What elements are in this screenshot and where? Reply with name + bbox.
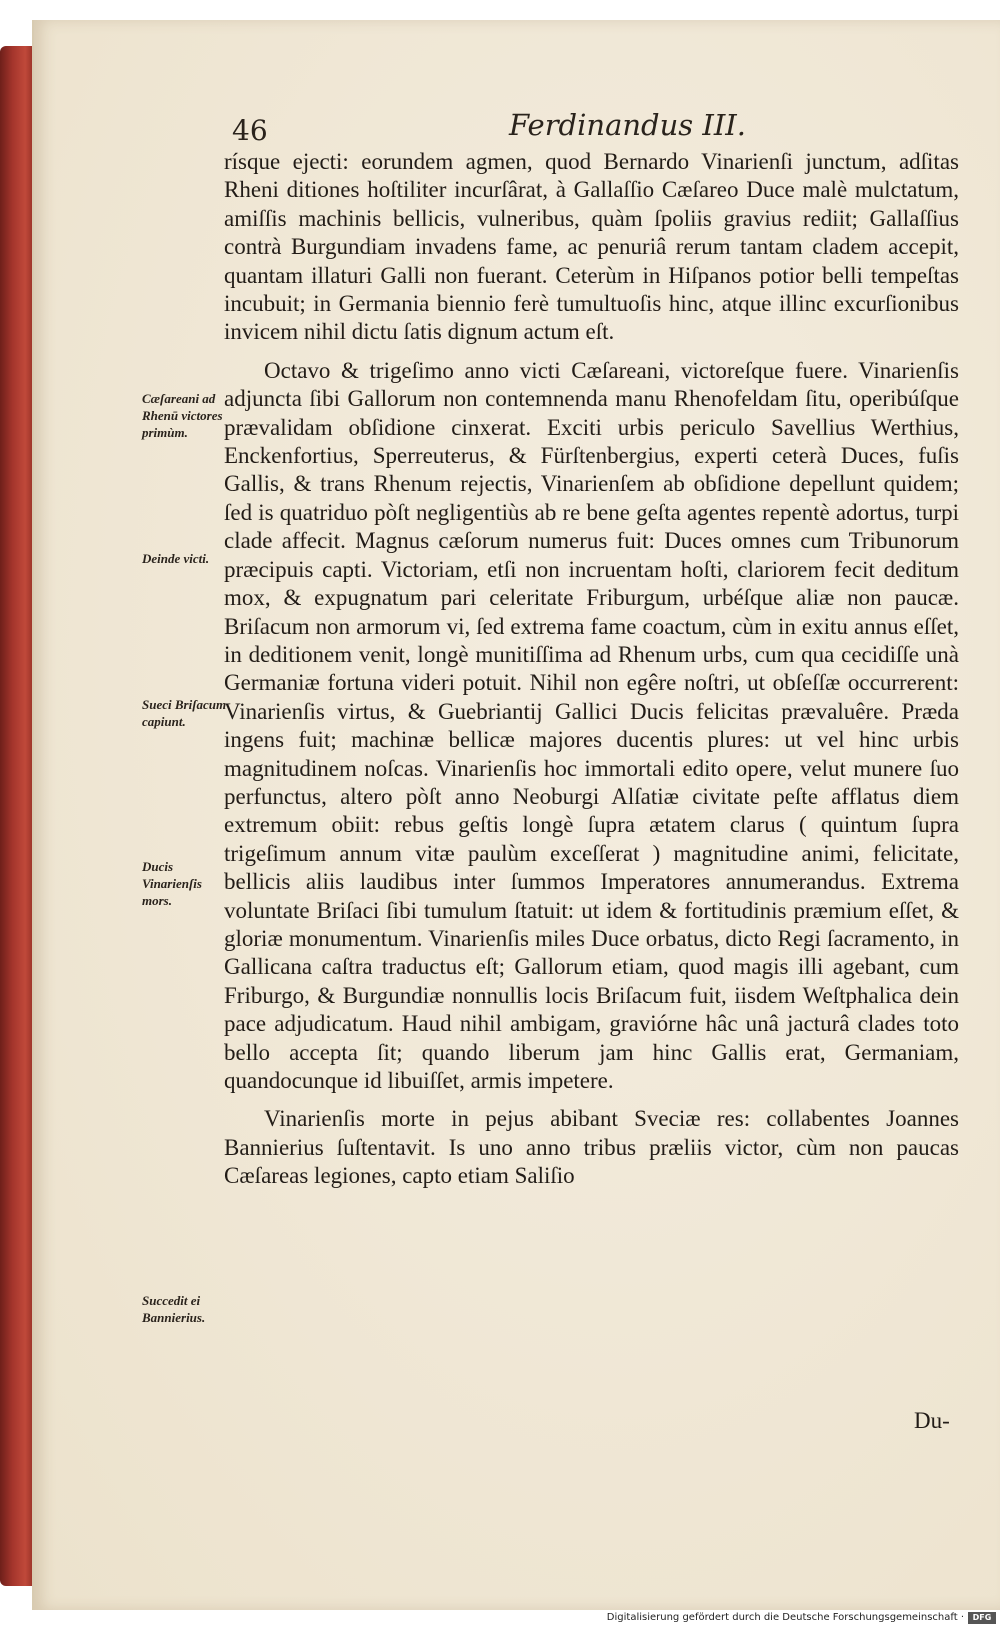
margin-note-2: Deinde victi.: [142, 551, 210, 566]
paragraph-1: rísque ejecti: eorundem agmen, quod Bernardo Vinarienſi junctum, adſitas Rheni ditiones hoſtiliter incurſârat, à Gallaſſio Cæſareo Duce malè mulctatum, amiſſis machinis bellicis, vulneribus, quàm ſpoliis gravius rediit; Gallaſſius contrà Burgundiam invadens fame, ac penuriâ rerum tantam cladem accepit, quantam illaturi Galli non fuerant. Ceterùm in Hiſpanos potior belli tempeſtas incubuit; in Germania biennio ferè tumultuoſis hinc, atque illinc excurſionibus invicem nihil dictu ſatis dignum actum eſt.: [224, 149, 959, 345]
margin-note-1: Cæſareani ad Rhenū victores primùm.: [142, 391, 223, 440]
page-number: 46: [232, 114, 268, 147]
footer-credit: Digitalisierung gefördert durch die Deutsche Forschungsgemeinschaft ·: [606, 1612, 964, 1623]
book-page: [32, 20, 1000, 1610]
running-head: [34, 106, 1000, 152]
paragraph-3: Vinarienſis morte in pejus abibant Sveciæ res: collabentes Joannes Bannierius ſuſtentavit. Is uno anno tribus præliis victor, cùm non paucas Cæſareas legiones, capto etiam Saliſio: [224, 1106, 959, 1189]
margin-note-4: Ducis Vinarienſis mors.: [142, 859, 202, 908]
paragraph-2: Octavo & trigeſimo anno victi Cæſareani, victoreſque fuere. Vinarienſis adjuncta ſibi Gallorum non contemnenda manu Rhenofeldam ſitu, operibúſque prævalidam obſidione cinxerat. Exciti urbis periculo Savellius Werthius, Enckenfortius, Sperreuterus, & Fürſtenbergius, experti ceterà Duces, fuſis Gallis, & trans Rhenum rejectis, Vinarienſem ab obſidione depellunt quidem; ſed is quatriduo pòſt negligentiùs ab re bene geſta agentes repentè adortus, turpi clade affecit. Magnus cæſorum numerus fuit: Duces omnes cum Tribunorum præcipuis capti. Victoriam, etſi non incruentam hoſti, clariorem fecit deditum mox, & expugnatum pari celeritate Friburgum, urbéſque aliæ non paucæ. Briſacum non armorum vi, ſed extrema fame coactum, cùm in exitu annus eſſet, in deditionem venit, longè munitiſſima ad Rhenum urbs, cum qua cecidiſſe unà Germaniæ fortuna videri potuit. Nihil non egêre noſtri, ut obſeſſæ occurrerent: Vinarienſis virtus, & Guebriantij Gallici Ducis felicitas prævaluêre. Præda ingens fuit; machinæ bellicæ majores ducentis plures: ut vel hinc urbis magnitudinem noſcas. Vinarienſis hoc immortali edito opere, velut munere ſuo perfunctus, altero pòſt anno Neoburgi Alſatiæ civitate peſte afflatus diem extremum obiit: rebus geſtis longè ſupra ætatem clarus ( quintum ſupra trigeſimum annum vitæ paulùm exceſſerat ) magnitudine animi, felicitate, bellicis aliis laudibus inter ſummos Imperatores annumerandus. Extrema voluntate Briſaci ſibi tumulum ſtatuit: ut idem & fortitudinis præmium eſſet, & gloriæ monumentum. Vinarienſis miles Duce orbatus, dicto Regi ſacramento, in Gallicana caſtra traductus eſt; Gallorum etiam, quod magis illi agebant, cum Friburgo, & Burgundiæ nonnullis locis Briſacum fuit, iisdem Weſtphalica dein pace adjudicatum. Haud nihil ambigam, graviórne hâc unâ jacturâ clades toto bello accepta ſit; quando liberum jam hinc Gallis erat, Germaniam, quandocunque id libuiſſet, armis impetere.: [224, 357, 959, 1093]
footer-strip: [0, 1612, 1000, 1626]
book-page-edges: [0, 46, 36, 1586]
dfg-logo: DFG: [968, 1612, 996, 1624]
catchword: Du-: [914, 1408, 950, 1433]
margin-note-5: Succedit ei Bannierius.: [142, 1293, 206, 1325]
main-text: [224, 148, 959, 1191]
margin-note-3: Sueci Briſacum capiunt.: [142, 697, 227, 729]
running-title: Ferdinandus III.: [509, 108, 746, 142]
